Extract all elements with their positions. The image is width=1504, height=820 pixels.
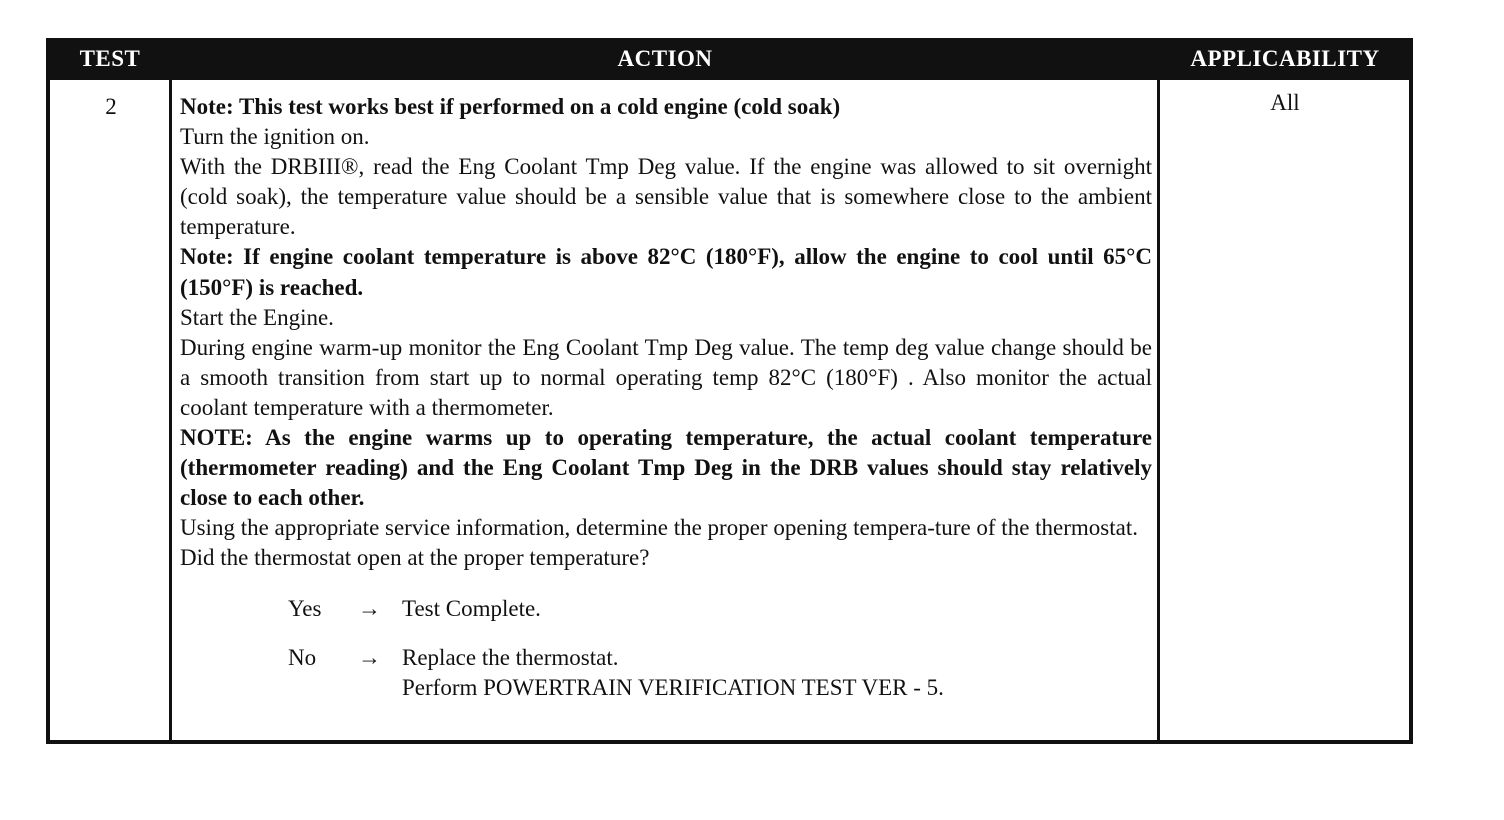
table-header: [50, 42, 1409, 80]
column-divider-2: [1157, 80, 1160, 740]
result-yes: [180, 594, 1152, 624]
action-line: Did the thermostat open at the proper temperature?: [180, 545, 650, 571]
right-arrow-icon: →: [358, 595, 381, 621]
header-applicability: APPLICABILITY: [1190, 46, 1380, 71]
action-line: Turn the ignition on.: [180, 124, 370, 150]
result-no-text-2: Perform POWERTRAIN VERIFICATION TEST VER - 5.: [402, 674, 944, 700]
answer-yes: Yes: [288, 595, 322, 621]
right-arrow-icon: →: [358, 644, 381, 670]
action-line: Note: This test works best if performed on a cold engine (cold soak): [180, 94, 841, 119]
action-line: Start the Engine.: [180, 304, 334, 330]
header-action: ACTION: [617, 46, 713, 71]
result-no-text: Replace the thermostat.: [402, 644, 619, 670]
action-line: Using the appropriate service information, determine the proper opening tempera-ture of the thermostat.: [180, 515, 1138, 541]
action-line: Note: If engine coolant temperature is above 82°C (180°F), allow the engine to cool until 65°C (150°F) is reached.: [180, 244, 1152, 300]
column-divider-1: [169, 80, 172, 740]
result-yes-text: Test Complete.: [402, 595, 541, 621]
answer-no: No: [288, 644, 317, 670]
header-test: TEST: [79, 46, 141, 71]
action-line: NOTE: As the engine warms up to operating temperature, the actual coolant temperature (thermometer reading) and the Eng Coolant Tmp Deg in the DRB values should stay relatively close to each other.: [180, 425, 1152, 511]
diagnostic-test-table: [46, 38, 1413, 744]
test-number: 2: [105, 94, 117, 119]
action-line: With the DRBIII®, read the Eng Coolant Tmp Deg value. If the engine was allowed to sit overnight (cold soak), the temperature value should be a sensible value that is somewhere close to the ambient temperature.: [180, 154, 1152, 240]
action-cell: [180, 92, 1152, 703]
applicability-value: All: [1270, 90, 1300, 115]
result-no: [180, 643, 1152, 703]
action-line: During engine warm-up monitor the Eng Coolant Tmp Deg value. The temp deg value change should be a smooth transition from start up to normal operating temp 82°C (180°F) . Also monitor the actual coolant temperature with a thermometer.: [180, 334, 1152, 420]
